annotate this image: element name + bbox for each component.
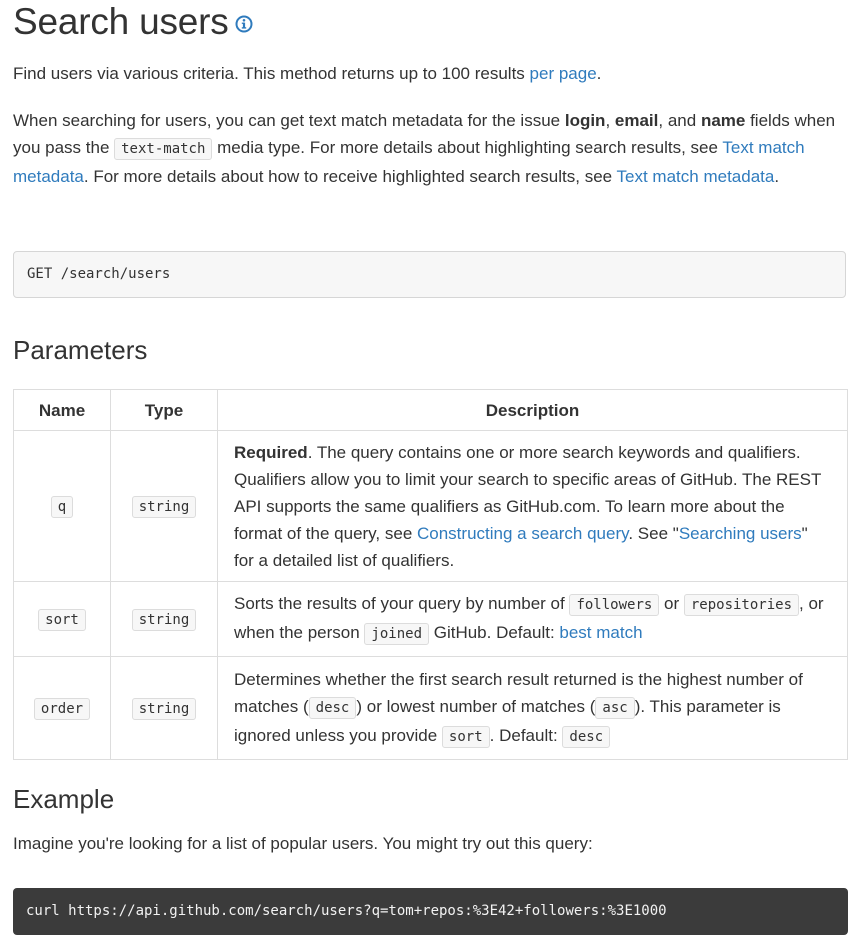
- tm-text: , and: [658, 111, 701, 130]
- parameters-heading: Parameters: [13, 335, 148, 365]
- desc-text: Determines whether the first search result returned is the highest number of matches (: [234, 669, 803, 716]
- param-name-cell: [14, 582, 111, 657]
- tm-text: . For more details about how to receive highlighted search results, see: [83, 167, 617, 186]
- param-description-cell: [218, 431, 848, 582]
- desc-text: ). This parameter is ignored unless you provide: [234, 696, 781, 745]
- inline-code: asc: [595, 697, 634, 719]
- table-header-row: [14, 390, 848, 431]
- inline-code: followers: [569, 594, 659, 616]
- tm-text: .: [774, 167, 780, 186]
- text-match-paragraph: [13, 107, 849, 190]
- endpoint-code-block: GET /search/users: [13, 251, 846, 298]
- param-name: order: [34, 698, 90, 720]
- tm-text: fields when you pass the: [13, 111, 836, 157]
- text-match-code: text-match: [114, 138, 212, 160]
- table-row: [14, 582, 848, 657]
- desc-text: . Default:: [489, 725, 563, 745]
- param-type: string: [132, 698, 197, 720]
- text-match-metadata-link-2[interactable]: Text match metadata: [616, 167, 775, 186]
- desc-text: . The query contains one or more search keywords and qualifiers. Qualifiers allow you to limit your search to specific areas of GitHub. The REST API supports the same qualifiers as GitHub.com. To learn more about the format of the query, see: [234, 442, 822, 543]
- example-heading: Example: [13, 784, 115, 814]
- param-type-cell: [111, 582, 218, 657]
- desc-text: " for a detailed list of qualifiers.: [234, 523, 808, 570]
- per-page-link[interactable]: per page: [529, 64, 597, 83]
- param-name-cell: [14, 431, 111, 582]
- inline-code: desc: [562, 726, 610, 748]
- tm-text: ,: [605, 111, 615, 130]
- column-header-description: Description: [218, 390, 848, 431]
- desc-text: or: [659, 594, 684, 613]
- tm-bold-email: email: [614, 111, 659, 130]
- column-header-name: Name: [14, 390, 111, 431]
- inline-code: joined: [364, 623, 429, 645]
- param-description-cell: [218, 657, 848, 760]
- best-match-link[interactable]: best match: [559, 623, 643, 642]
- inline-code: sort: [442, 726, 490, 748]
- intro-end: .: [596, 64, 602, 83]
- curl-code-block: curl https://api.github.com/search/users?q=tom+repos:%3E42+followers:%3E1000: [13, 888, 848, 935]
- param-type: string: [132, 609, 197, 631]
- tm-text: media type. For more details about highlighting search results, see: [212, 138, 723, 157]
- page-title: [13, 0, 253, 46]
- desc-text: GitHub. Default:: [429, 623, 560, 642]
- info-icon[interactable]: [235, 0, 253, 43]
- table-row: [14, 657, 848, 760]
- intro-text: Find users via various criteria. This method returns up to 100 results: [13, 64, 530, 83]
- constructing-search-query-link[interactable]: Constructing a search query: [417, 523, 629, 543]
- param-type: string: [132, 496, 197, 518]
- param-name-cell: [14, 657, 111, 760]
- param-type-cell: [111, 657, 218, 760]
- param-type-cell: [111, 431, 218, 582]
- searching-users-link[interactable]: Searching users: [678, 523, 802, 543]
- inline-code: desc: [309, 697, 357, 719]
- page-title-text: Search users: [13, 1, 229, 42]
- desc-text: , or when the person: [234, 594, 824, 642]
- param-name: q: [51, 496, 73, 518]
- table-row: [14, 431, 848, 582]
- example-paragraph: Imagine you're looking for a list of popular users. You might try out this query:: [13, 834, 593, 853]
- parameters-table: [13, 389, 848, 760]
- tm-bold-name: name: [700, 111, 746, 130]
- intro-paragraph: [13, 60, 849, 87]
- param-description-cell: [218, 582, 848, 657]
- required-label: Required: [234, 442, 308, 462]
- desc-text: . See ": [628, 523, 679, 543]
- inline-code: repositories: [684, 594, 799, 616]
- text-match-metadata-link[interactable]: Text match metadata: [13, 138, 805, 186]
- tm-text: When searching for users, you can get text match metadata for the issue: [13, 111, 565, 130]
- tm-bold-login: login: [564, 111, 606, 130]
- desc-text: ) or lowest number of matches (: [356, 696, 596, 716]
- param-name: sort: [38, 609, 86, 631]
- desc-text: Sorts the results of your query by number of: [234, 594, 570, 613]
- column-header-type: Type: [111, 390, 218, 431]
